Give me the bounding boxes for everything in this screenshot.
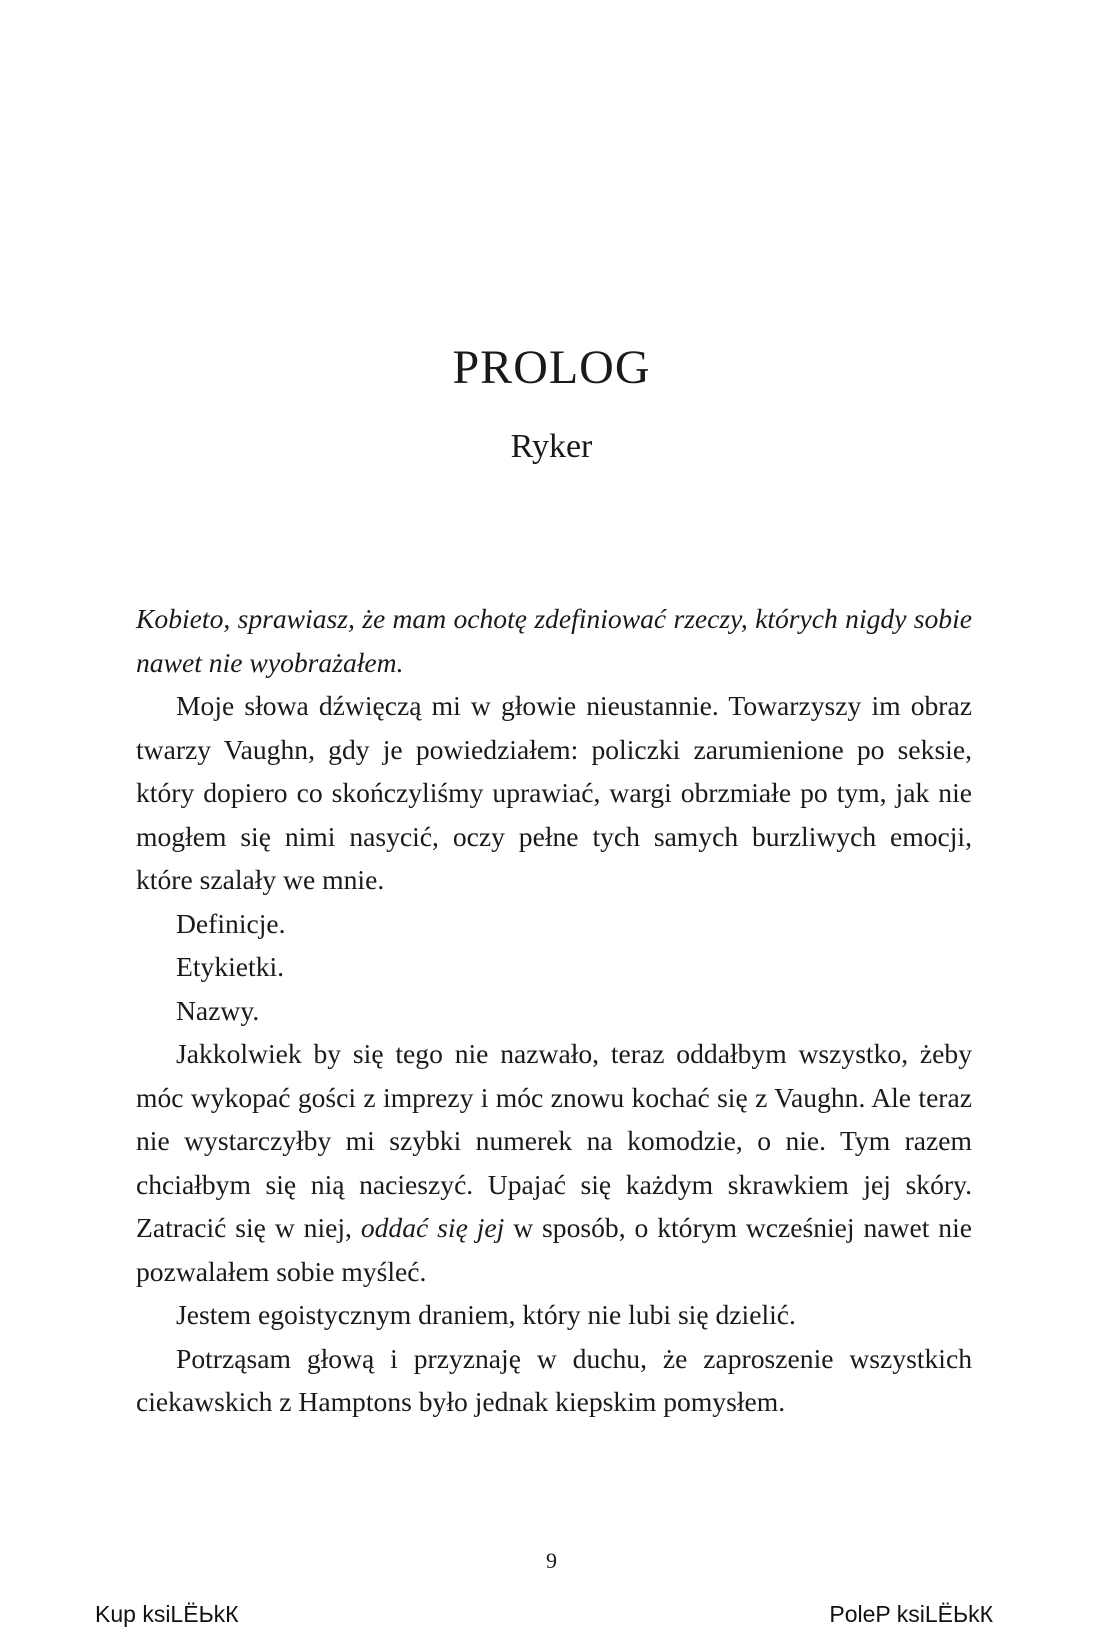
paragraph: Potrząsam głową i przyznaję w duchu, że zaproszenie wszystkich ciekawskich z Hamptons było jednak kiepskim pomysłem. — [136, 1342, 972, 1417]
paragraph-text: Jakkolwiek by się tego nie nazwało, teraz oddałbym wszystko, żeby móc wykopać gości z imprezy i móc znowu kochać się z Vaughn. Ale teraz nie wystarczyłby mi szybki numerek na komodzie, o nie. Tym razem chciałbym się nią nacieszyć. Upajać się każdym skrawkiem jej skóry. Zatracić się w niej, — [136, 1038, 972, 1243]
chapter-body — [136, 597, 972, 1424]
italic-quote: Kobieto, sprawiasz, że mam ochotę zdefiniować rzeczy, których nigdy sobie nawet nie wyobrażałem. — [136, 603, 972, 678]
paragraph-epigraph — [136, 597, 972, 684]
page-number: 9 — [546, 1548, 557, 1573]
paragraph: Definicje. — [176, 907, 286, 939]
recommend-book-link[interactable]: PoleP ksiLЁЬkК — [829, 1601, 993, 1627]
chapter-subtitle: Ryker — [510, 428, 593, 465]
paragraph: Nazwy. — [176, 994, 260, 1026]
paragraph — [136, 1032, 972, 1293]
paragraph-text: w sposób, o którym wcześniej nawet nie pozwalałem sobie myśleć. — [136, 1212, 972, 1287]
italic-phrase: oddać się jej — [360, 1212, 505, 1243]
buy-book-link[interactable]: Kup ksiLЁЬkК — [95, 1601, 239, 1627]
paragraph: Moje słowa dźwięczą mi w głowie nieustannie. Towarzyszy im obraz twarzy Vaughn, gdy je powiedziałem: policzki zarumienione po seksie, który dopiero co skończyliśmy uprawiać, wargi obrzmiałe po tym, jak nie mogłem się nimi nasycić, oczy pełne tych samych burzliwych emocji, które szalały we mnie. — [136, 690, 972, 895]
chapter-title: PROLOG — [452, 341, 651, 394]
paragraph: Jestem egoistycznym draniem, który nie lubi się dzielić. — [176, 1299, 796, 1330]
paragraph: Etykietki. — [176, 951, 285, 982]
